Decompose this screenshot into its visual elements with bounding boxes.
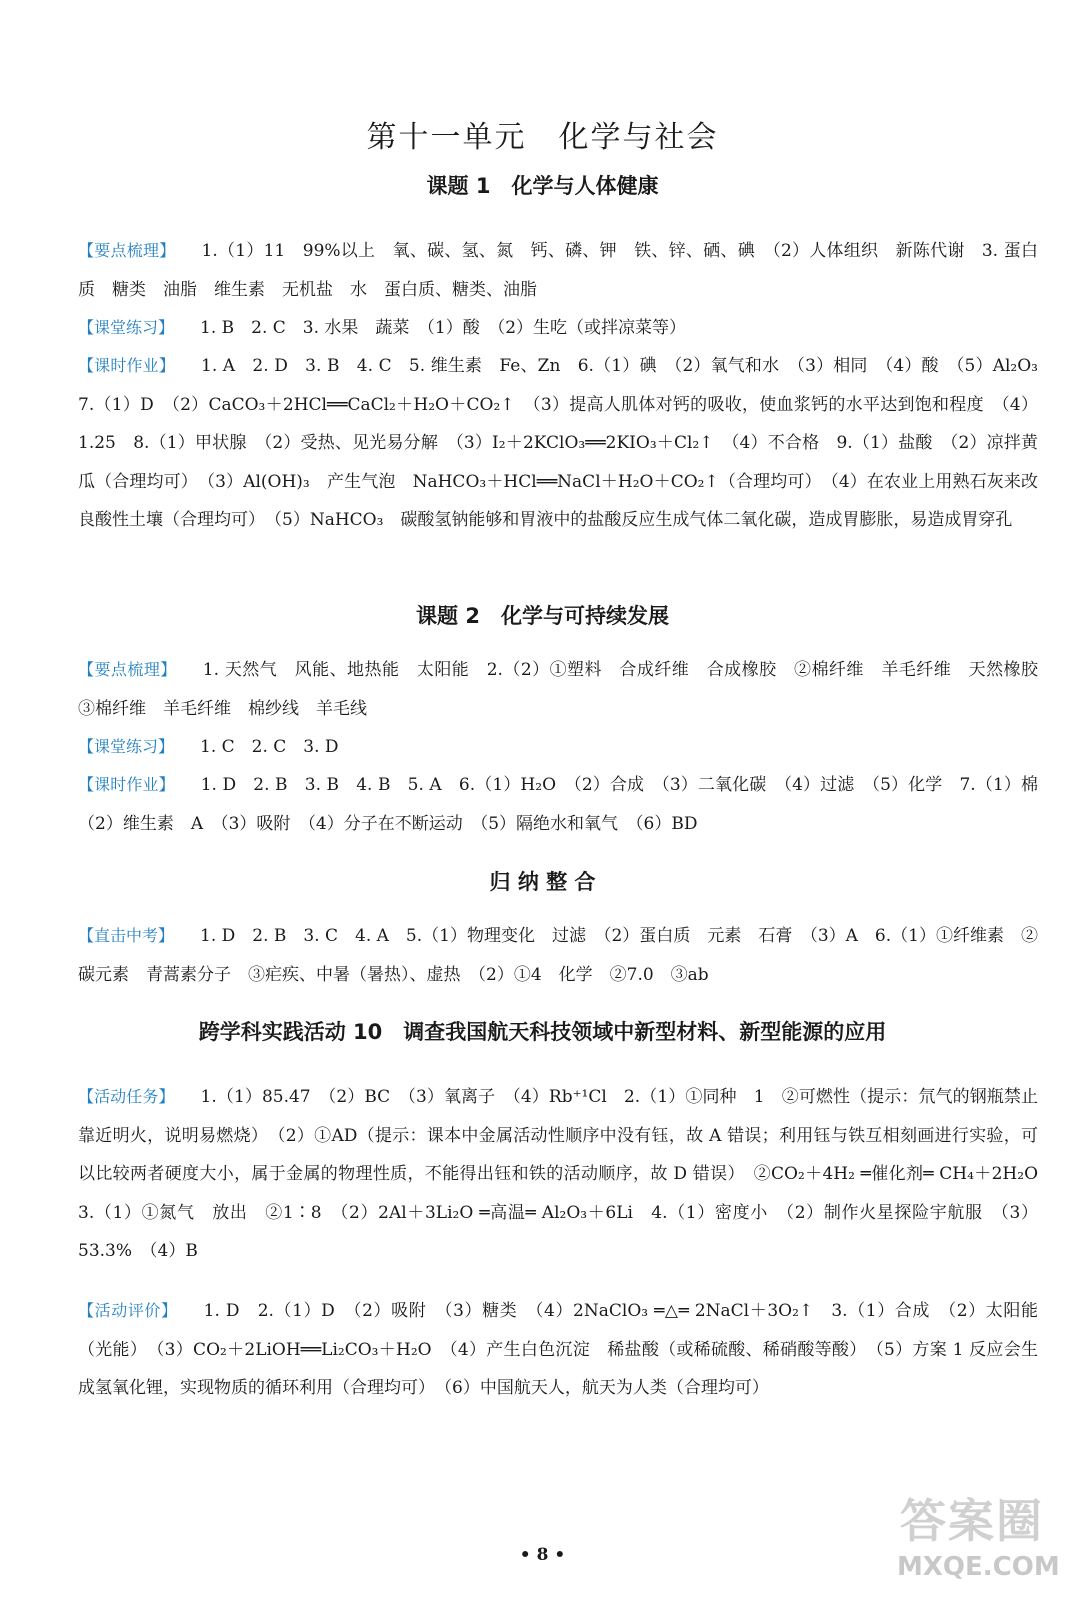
lesson1-class: [78, 309, 1038, 348]
lesson2-points: [78, 651, 1055, 728]
lesson1-homework-label: 【课时作业】: [78, 356, 176, 375]
lesson1-title: 课题 1 化学与人体健康: [426, 174, 659, 198]
lesson1-points-text: 1.（1）11 99%以上 氧、碳、氢、氮 钙、磷、钾 铁、锌、硒、碘 （2）人体组织 新陈代谢 3. 蛋白质 糖类 油脂 维生素 无机盐 水 蛋白质、糖类、油脂: [78, 241, 1038, 300]
lesson1-class-text: 1. B 2. C 3. 水果 蔬菜 （1）酸 （2）生吃（或拌凉菜等）: [200, 318, 687, 338]
lesson2-homework-label: 【课时作业】: [78, 775, 175, 794]
watermark-text: 答案圈: [900, 1494, 1044, 1548]
lesson2-points-label: 【要点梳理】: [78, 660, 177, 679]
activity-task: [78, 1078, 1055, 1271]
lesson2-class-label: 【课堂练习】: [78, 737, 175, 756]
watermark-url: MXQE.COM: [897, 1552, 1060, 1582]
lesson1-points-label: 【要点梳理】: [78, 241, 176, 260]
activity-title: 跨学科实践活动 10 调查我国航天科技领域中新型材料、新型能源的应用: [198, 1020, 887, 1044]
lesson2-points-text: 1. 天然气 风能、地热能 太阳能 2.（2）①塑料 合成纤维 合成橡胶 ②棉纤维 羊毛纤维 天然橡胶 ③棉纤维 羊毛纤维 棉纱线 羊毛线: [78, 660, 1055, 719]
summary-exam-label: 【直击中考】: [78, 926, 175, 945]
activity-eval-label: 【活动评价】: [78, 1301, 178, 1320]
lesson2-title: 课题 2 化学与可持续发展: [416, 604, 669, 628]
lesson1-homework: [78, 347, 1055, 540]
activity-task-text: 1.（1）85.47 （2）BC （3）氧离子 （4）Rb⁺¹Cl 2.（1）①同种 1 ②可燃性（提示：氘气的钢瓶禁止靠近明火，说明易燃烧） （2）①AD（提示：课本中金属活动性顺序中没有钰，故 A 错误；利用钰与铁互相刻画进行实验，可以比较两者硬度大小，属于金属的物理性质，不能得出钰和铁的活动顺序，故 D 错误） ②CO₂＋4H₂ ═催化剂═ CH₄＋2H₂O 3.（1）①氮气 放出 ②1∶8 （2）2Al＋3Li₂O ═高温═ Al₂O₃＋6Li 4.（1）密度小 （2）制作火星探险宇航服 （3）53.3% （4）B: [78, 1087, 1055, 1262]
page-number: • 8 •: [519, 1545, 566, 1565]
unit-title: 第十一单元 化学与社会: [366, 120, 719, 155]
lesson2-class: [78, 728, 1038, 767]
activity-eval: [78, 1292, 1038, 1408]
lesson2-homework: [78, 766, 1055, 843]
lesson2-homework-text: 1. D 2. B 3. B 4. B 5. A 6.（1）H₂O （2）合成 （3）二氧化碳 （4）过滤 （5）化学 7.（1）棉 （2）维生素 A （3）吸附 （4）分子在不断运动 （5）隔绝水和氧气 （6）BD: [78, 775, 1055, 834]
summary-title: 归 纳 整 合: [489, 870, 596, 894]
lesson1-homework-text: 1. A 2. D 3. B 4. C 5. 维生素 Fe、Zn 6.（1）碘 （2）氧气和水 （3）相同 （4）酸 （5）Al₂O₃ 7.（1）D （2）CaCO₃＋2HCl══CaCl₂＋H₂O＋CO₂↑ （3）提高人肌体对钙的吸收，使血浆钙的水平达到饱和程度 （4）1.25 8.（1）甲状腺 （2）受热、见光易分解 （3）I₂＋2KClO₃══2KIO₃＋Cl₂↑ （4）不合格 9.（1）盐酸 （2）凉拌黄瓜（合理均可） （3）Al(OH)₃ 产生气泡 NaHCO₃＋HCl══NaCl＋H₂O＋CO₂↑（合理均可） （4）在农业上用熟石灰来改良酸性土壤（合理均可） （5）NaHCO₃ 碳酸氢钠能够和胃液中的盐酸反应生成气体二氧化碳，造成胃膨胀，易造成胃穿孔: [78, 356, 1055, 531]
activity-task-label: 【活动任务】: [78, 1087, 175, 1106]
summary-exam: [78, 917, 1038, 994]
lesson2-class-text: 1. C 2. C 3. D: [200, 737, 339, 757]
watermark-logo: [875, 1480, 1065, 1590]
activity-eval-text: 1. D 2.（1）D （2）吸附 （3）糖类 （4）2NaClO₃ ═△═ 2NaCl＋3O₂↑ 3.（1）合成 （2）太阳能（光能） （3）CO₂＋2LiOH══Li₂CO₃＋H₂O （4）产生白色沉淀 稀盐酸（或稀硫酸、稀硝酸等酸） （5）方案 1 反应会生成氢氧化锂，实现物质的循环利用（合理均可） （6）中国航天人，航天为人类（合理均可）: [78, 1301, 1038, 1399]
lesson1-points: [78, 232, 1038, 309]
summary-exam-text: 1. D 2. B 3. C 4. A 5.（1）物理变化 过滤 （2）蛋白质 元素 石膏 （3）A 6.（1）①纤维素 ②碳元素 青蒿素分子 ③疟疾、中暑（暑热）、虚热 （2）①4 化学 ②7.0 ③ab: [78, 926, 1038, 985]
lesson1-class-label: 【课堂练习】: [78, 318, 175, 337]
